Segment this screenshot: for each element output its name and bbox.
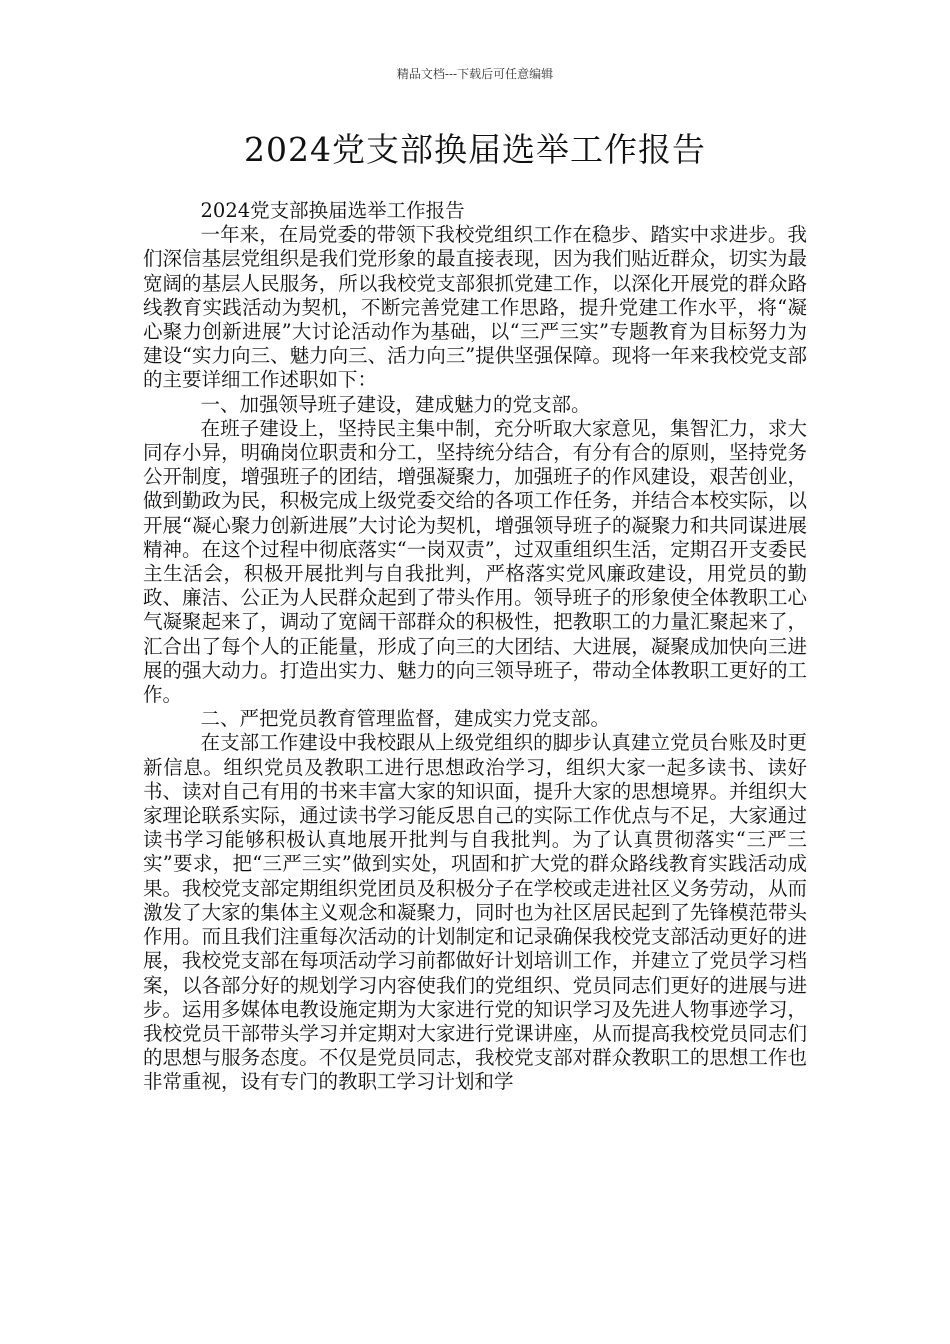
header-note: 精品文档---下载后可任意编辑 xyxy=(396,67,554,81)
section-heading-2: 二、严把党员教育管理监督，建成实力党支部。 xyxy=(200,707,611,731)
body-paragraph-intro: 一年来，在局党委的带领下我校党组织工作在稳步、踏实中求进步。我们深信基层党组织是我们党形象的最直接表现，因为我们贴近群众，切实为最宽阔的基层人民服务，所以我校党支部狠抓党建工作，以深化开展党的群众路线教育实践活动为契机，不断完善党建工作思路，提升党建工作水平，将“凝心聚力创新进展”大讨论活动作为基础，以“三严三实”专题教育为目标努力为建设“实力向三、魅力向三、活力向三”提供坚强保障。现将一年来我校党支部的主要详细工作述职如下： xyxy=(143,223,807,392)
body-paragraph-section-1: 在班子建设上，坚持民主集中制，充分听取大家意见，集智汇力，求大同存小异，明确岗位职责和分工，坚持统分结合，有分有合的原则，坚持党务公开制度，增强班子的团结，增强凝聚力，加强班子的作风建设，艰苦创业，做到勤政为民，积极完成上级党委交给的各项工作任务，并结合本校实际，以开展“凝心聚力创新进展”大讨论为契机，增强领导班子的凝聚力和共同谋进展精神。在这个过程中彻底落实“一岗双责”，过双重组织生活，定期召开支委民主生活会，积极开展批判与自我批判，严格落实党风廉政建设，用党员的勤政、廉洁、公正为人民群众起到了带头作用。领导班子的形象使全体教职工心气凝聚起来了，调动了宽阔干部群众的积极性，把教职工的力量汇聚起来了，汇合出了每个人的正能量，形成了向三的大团结、大进展，凝聚成加快向三进展的强大动力。打造出实力、魅力的向三领导班子，带动全体教职工更好的工作。 xyxy=(143,416,807,707)
body-paragraph-section-2: 在支部工作建设中我校跟从上级党组织的脚步认真建立党员台账及时更新信息。组织党员及教职工进行思想政治学习，组织大家一起多读书、读好书、读对自己有用的书来丰富大家的知识面，提升大家的思想境界。并组织大家理论联系实际，通过读书学习能反思自己的实际工作优点与不足，大家通过读书学习能够积极认真地展开批判与自我批判。为了认真贯彻落实“三严三实”要求，把“三严三实”做到实处，巩固和扩大党的群众路线教育实践活动成果。我校党支部定期组织党团员及积极分子在学校或走进社区义务劳动，从而激发了大家的集体主义观念和凝聚力，同时也为社区居民起到了先锋模范带头作用。而且我们注重每次活动的计划制定和记录确保我校党支部活动更好的进展，我校党支部在每项活动学习前都做好计划培训工作，并建立了党员学习档案，以各部分好的规划学习内容使我们的党组织、党员同志们更好的进展与进步。运用多媒体电教设施定期为大家进行党的知识学习及先进人物事迹学习，我校党员干部带头学习并定期对大家进行党课讲座，从而提高我校党员同志们的思想与服务态度。不仅是党员同志，我校党支部对群众教职工的思想工作也非常重视，设有专门的教职工学习计划和学 xyxy=(143,731,807,1094)
body-subtitle: 2024党支部换届选举工作报告 xyxy=(200,199,465,222)
document-title: 2024党支部换届选举工作报告 xyxy=(244,130,706,169)
section-heading-1: 一、加强领导班子建设，建成魅力的党支部。 xyxy=(200,392,591,416)
document-body xyxy=(143,199,807,1095)
